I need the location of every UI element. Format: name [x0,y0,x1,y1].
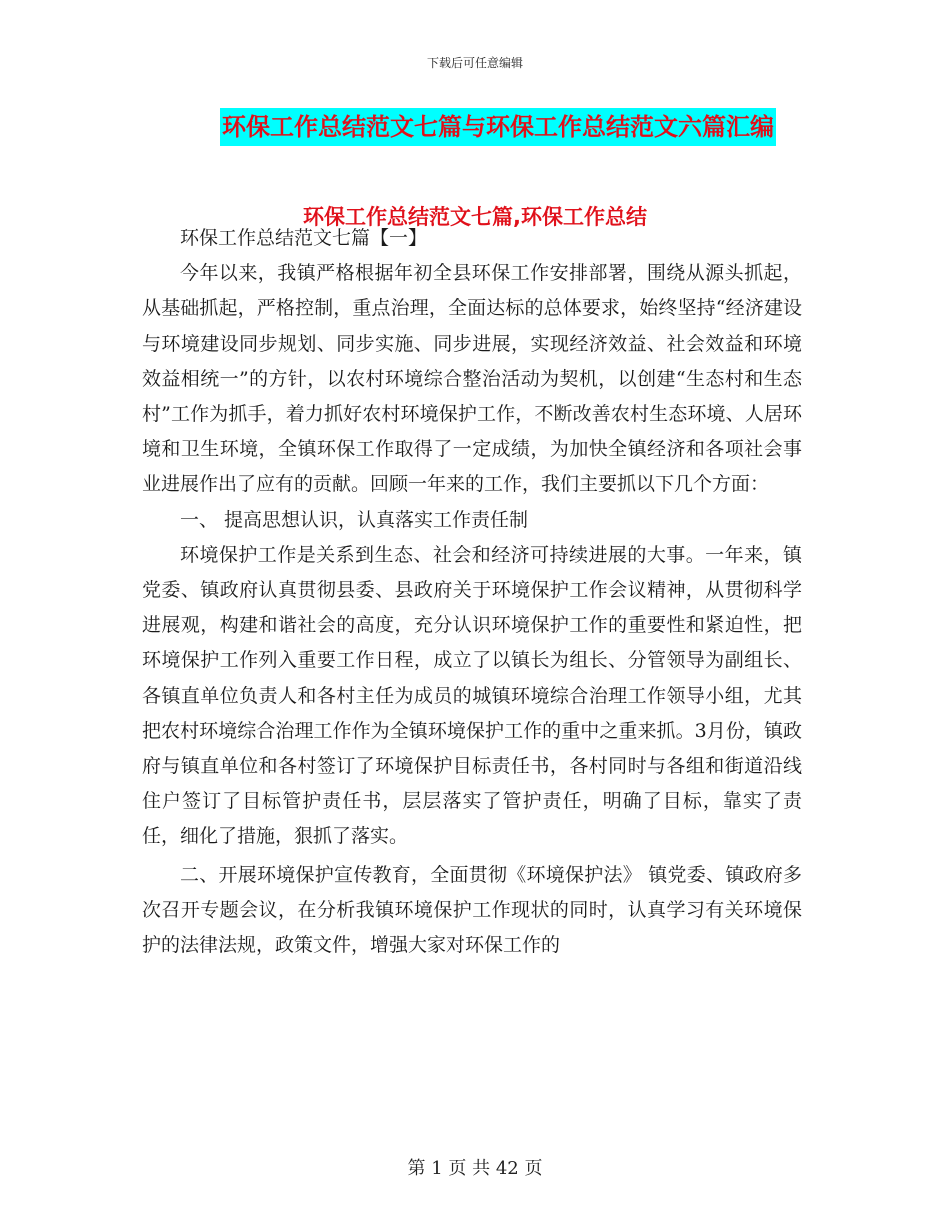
document-body [142,221,802,963]
main-title-container [0,108,950,146]
paragraph-section-one-body: 环境保护工作是关系到生态、社会和经济可持续进展的大事。一年来，镇党委、镇政府认真贯彻县委、县政府关于环境保护工作会议精神，从贯彻科学进展观，构建和谐社会的高度，充分认识环境保护工作的重要性和紧迫性，把环境保护工作列入重要工作日程，成立了以镇长为组长、分管领导为副组长、各镇直单位负责人和各村主任为成员的城镇环境综合治理工作领导小组，尤其把农村环境综合治理工作作为全镇环境保护工作的重中之重来抓。3月份，镇政府与镇直单位和各村签订了环境保护目标责任书，各村同时与各组和街道沿线住户签订了目标管护责任书，层层落实了管护责任，明确了目标，靠实了责任，细化了措施，狠抓了落实。 [142,543,802,848]
header-note: 下载后可任意编辑 [426,56,523,70]
main-title: 环保工作总结范文七篇与环保工作总结范文六篇汇编 [220,108,776,146]
page-number-footer: 第 1 页 共 42 页 [407,1158,543,1179]
paragraph-heading-one: 环保工作总结范文七篇【一】 [180,227,428,249]
paragraph-intro: 今年以来，我镇严格根据年初全县环保工作安排部署，围绕从源头抓起，从基础抓起，严格控制，重点治理，全面达标的总体要求，始终坚持“经济建设与环境建设同步规划、同步实施、同步进展，实现经济效益、社会效益和环境效益相统一”的方针，以农村环境综合整治活动为契机，以创建“生态村和生态村”工作为抓手，着力抓好农村环境保护工作，不断改善农村生态环境、人居环境和卫生环境，全镇环保工作取得了一定成绩，为加快全镇经济和各项社会事业进展作出了应有的贡献。回顾一年来的工作，我们主要抓以下几个方面： [142,262,802,496]
paragraph-section-two: 二、开展环境保护宣传教育，全面贯彻《环境保护法》 镇党委、镇政府多次召开专题会议，在分析我镇环境保护工作现状的同时，认真学习有关环境保护的法律法规，政策文件，增强大家对环保工作的 [142,863,802,957]
paragraph-section-one-heading: 一、 提高思想认识，认真落实工作责任制 [180,508,529,531]
sub-title: 环保工作总结范文七篇,环保工作总结 [303,205,647,229]
